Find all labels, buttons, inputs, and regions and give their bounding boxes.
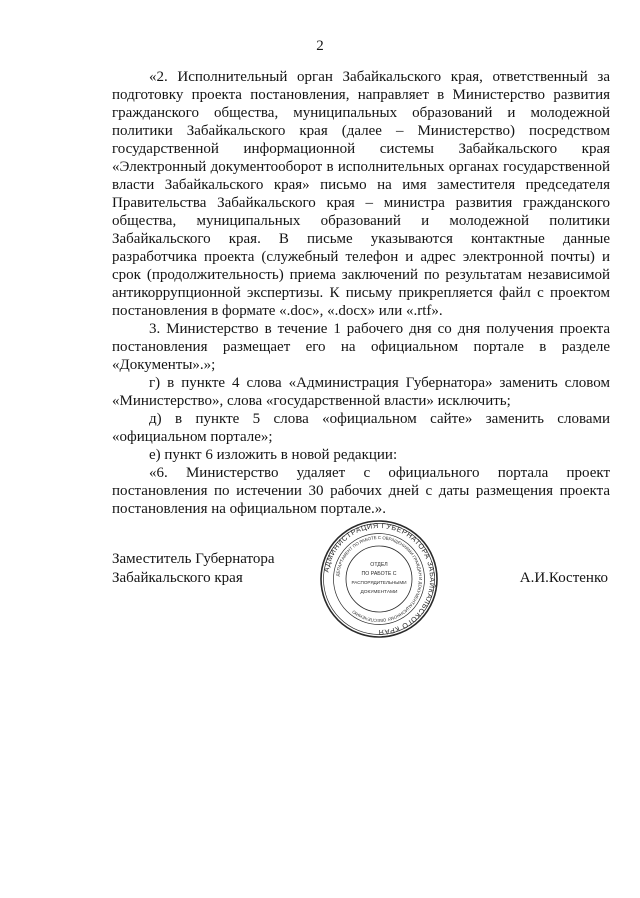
paragraph-item-d: д) в пункте 5 слова «официальном сайте» заменить словами «официальном портале»; bbox=[112, 411, 610, 445]
paragraph-item-g: г) в пункте 4 слова «Администрация Губернатора» заменить словом «Министерство», слова «государственной власти» исключить; bbox=[112, 375, 610, 409]
document-body bbox=[112, 68, 610, 518]
paragraph-clause-2: «2. Исполнительный орган Забайкальского края, ответственный за подготовку проекта постановления, направляет в Министерство развития гражданского общества, муниципальных образований и молодежной политики Забайкальского края (далее – Министерство) посредством государственной информационной системы Забайкальского края «Электронный документооборот в исполнительных органах государственной власти Забайкальского края» письмо на имя заместителя председателя Правительства Забайкальского края – министра развития гражданского общества, муниципальных образований и молодежной политики Забайкальского края. В письме указываются контактные данные разработчика проекта (служебный телефон и адрес электронной почты) и срок (продолжительность) приема заключений по результатам независимой антикоррупционной экспертизы. К письму прикрепляется файл с проектом постановления в формате «.doc», «.docx» или «.rtf». bbox=[112, 69, 610, 319]
signer-name: А.И.Костенко bbox=[519, 570, 608, 586]
signature-position bbox=[112, 550, 275, 588]
official-stamp bbox=[318, 518, 440, 640]
paragraph-clause-6: «6. Министерство удаляет с официального портала проект постановления по истечении 30 рабочих дней с даты размещения проекта постановления на официальном портале.». bbox=[112, 465, 610, 517]
svg-text:ДЕПАРТАМЕНТ ПО РАБОТЕ С ОБРАЩЕ bbox=[335, 535, 423, 623]
stamp-middle-text: ДЕПАРТАМЕНТ ПО РАБОТЕ С ОБРАЩЕНИЯМИ ГРАЖДАН И ДОКУМЕНТАЦИОННОМУ ОБЕСПЕЧЕНИЮ bbox=[335, 534, 424, 624]
page-number: 2 bbox=[316, 38, 324, 54]
stamp-center-line-1: ОТДЕЛ bbox=[370, 562, 388, 568]
paragraph-clause-3: 3. Министерство в течение 1 рабочего дня со дня получения проекта постановления размещает его на официальном портале в разделе «Документы».»; bbox=[112, 321, 610, 373]
signature-position-line-1: Заместитель Губернатора bbox=[112, 551, 275, 567]
stamp-center-line-3: РАСПОРЯДИТЕЛЬНЫМИ bbox=[351, 580, 407, 585]
signature-position-line-2: Забайкальского края bbox=[112, 570, 243, 586]
stamp-center-line-2: ПО РАБОТЕ С bbox=[361, 571, 397, 577]
paragraph-item-e: е) пункт 6 изложить в новой редакции: bbox=[149, 447, 398, 463]
stamp-center-line-4: ДОКУМЕНТАМИ bbox=[360, 590, 398, 595]
stamp-outer-text: АДМИНИСТРАЦИЯ ГУБЕРНАТОРА ЗАБАЙКАЛЬСКОГО КРАЯ bbox=[321, 520, 438, 638]
stamp-seal-icon bbox=[318, 518, 440, 640]
